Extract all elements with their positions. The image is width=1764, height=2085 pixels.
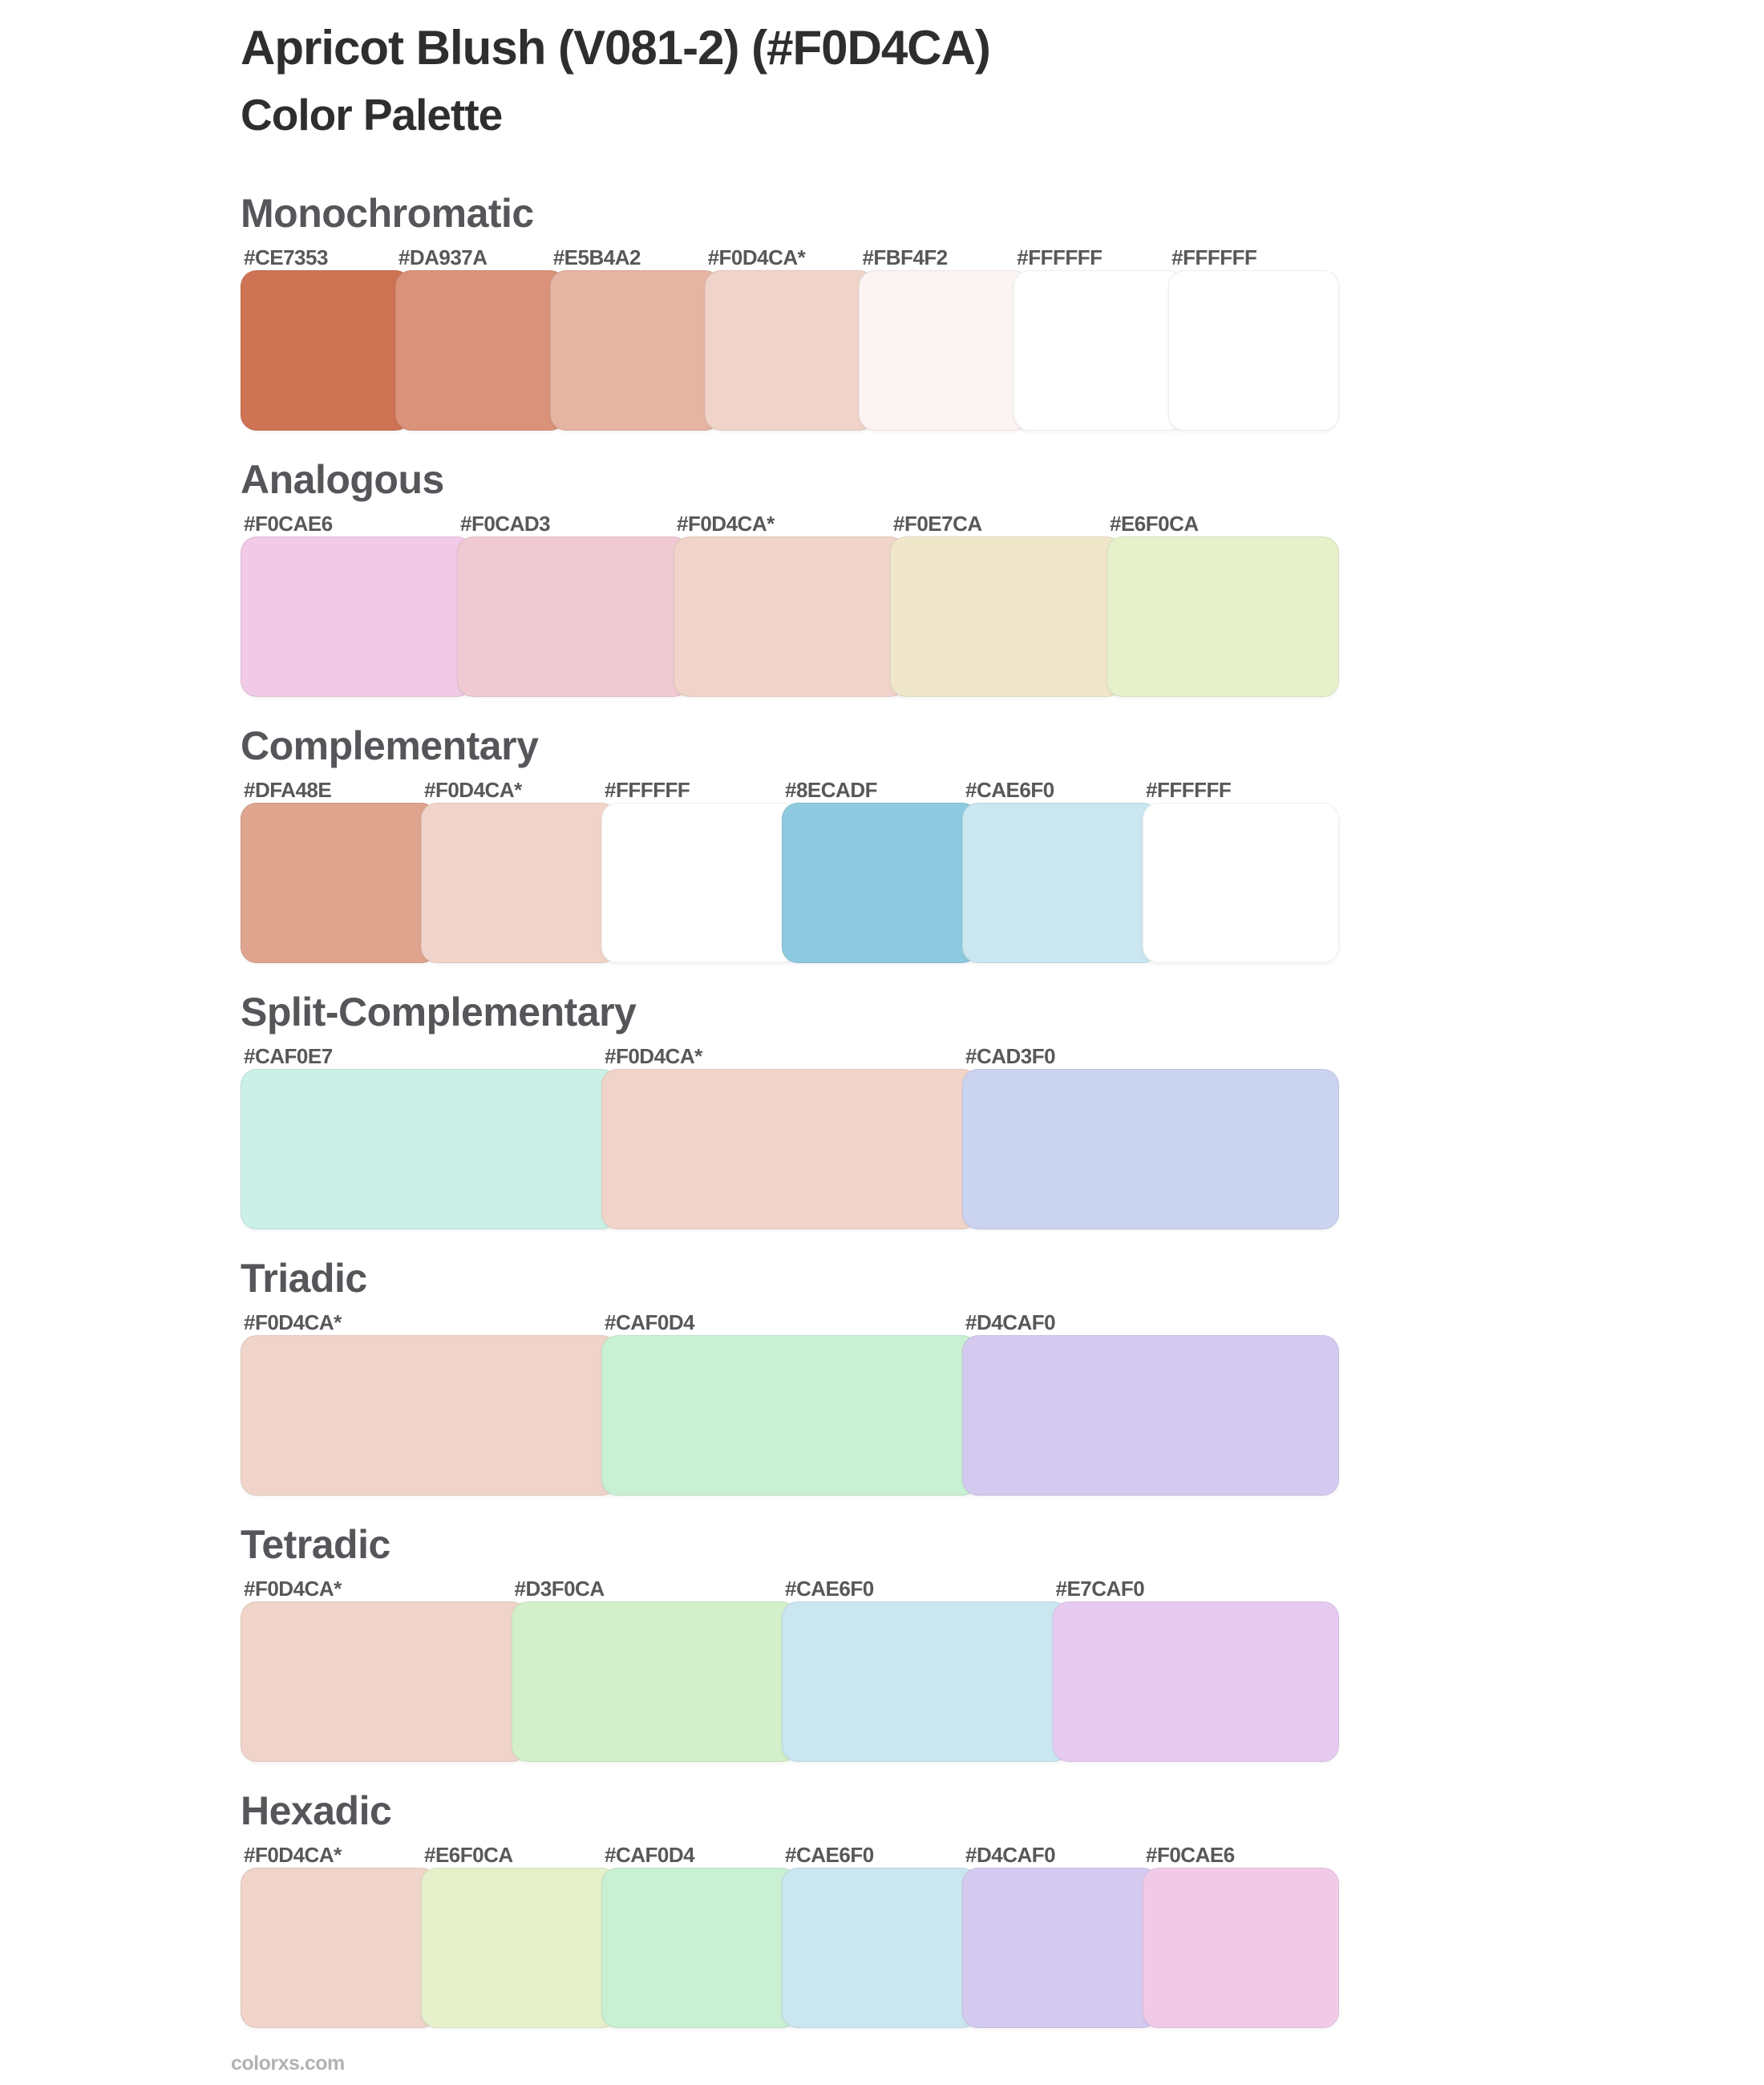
page-title: Apricot Blush (V081-2) (#F0D4CA) — [241, 21, 990, 75]
swatch-color-box[interactable] — [421, 1868, 617, 2028]
swatch-color-box[interactable] — [782, 803, 978, 963]
swatch — [601, 1043, 978, 1229]
swatch — [1168, 245, 1339, 431]
page-subtitle: Color Palette — [241, 90, 503, 140]
swatch — [241, 1842, 437, 2028]
swatch-color-box[interactable] — [890, 536, 1123, 697]
swatch — [457, 511, 690, 697]
swatch — [1143, 777, 1339, 963]
swatch — [241, 511, 473, 697]
swatch-color-box[interactable] — [1143, 1868, 1339, 2028]
swatch — [241, 245, 411, 431]
swatch-hex-label: #F0E7CA — [893, 512, 982, 536]
swatch-hex-label: #CAF0E7 — [244, 1044, 333, 1068]
swatch-color-box[interactable] — [241, 803, 437, 963]
swatch — [859, 245, 1030, 431]
swatch-hex-label: #8ECADF — [785, 778, 877, 802]
swatch — [601, 1310, 978, 1496]
swatch-hex-label: #CAD3F0 — [965, 1044, 1056, 1068]
swatch-hex-label: #F0D4CA* — [677, 512, 775, 536]
swatch-hex-label: #D4CAF0 — [965, 1310, 1056, 1334]
swatch-color-box[interactable] — [1143, 803, 1339, 963]
swatch-color-box[interactable] — [859, 270, 1030, 431]
swatch-color-box[interactable] — [241, 1069, 617, 1229]
swatch-color-box[interactable] — [241, 1601, 528, 1762]
palette-row — [241, 245, 1339, 431]
swatch-hex-label: #CAE6F0 — [965, 778, 1054, 802]
swatch-hex-label: #F0CAE6 — [1146, 1843, 1235, 1867]
swatch — [421, 1842, 617, 2028]
swatch-hex-label: #D4CAF0 — [965, 1843, 1056, 1867]
swatch-color-box[interactable] — [601, 1868, 798, 2028]
swatch-hex-label: #CAE6F0 — [785, 1577, 874, 1601]
palette-section — [241, 1524, 1339, 1762]
swatch-hex-label: #E5B4A2 — [552, 245, 641, 269]
swatch-hex-label: #DA937A — [398, 245, 488, 269]
section-title: Tetradic — [241, 1522, 390, 1567]
swatch-hex-label: #CAF0D4 — [605, 1310, 695, 1334]
swatch-hex-label: #F0D4CA* — [244, 1577, 342, 1601]
section-title: Analogous — [241, 457, 444, 502]
palette-section — [241, 193, 1339, 431]
swatch — [241, 777, 437, 963]
palette-row — [241, 1576, 1339, 1762]
section-title: Triadic — [241, 1256, 367, 1301]
palette-section — [241, 723, 1339, 963]
swatch-color-box[interactable] — [1168, 270, 1339, 431]
swatch — [550, 245, 721, 431]
swatch — [962, 1310, 1339, 1496]
palette-section — [241, 1258, 1339, 1496]
swatch — [674, 511, 906, 697]
swatch — [395, 245, 566, 431]
section-title: Split-Complementary — [241, 990, 637, 1034]
swatch — [241, 1310, 617, 1496]
swatch-color-box[interactable] — [1107, 536, 1339, 697]
swatch-color-box[interactable] — [601, 803, 798, 963]
swatch-color-box[interactable] — [782, 1601, 1069, 1762]
swatch — [962, 777, 1159, 963]
swatch-color-box[interactable] — [962, 1069, 1339, 1229]
swatch-hex-label: #D3F0CA — [514, 1577, 605, 1601]
section-title: Hexadic — [241, 1788, 392, 1833]
swatch-hex-label: #F0D4CA* — [707, 245, 806, 269]
swatch — [512, 1576, 799, 1762]
swatch-hex-label: #CAE6F0 — [785, 1843, 874, 1867]
swatch — [1013, 245, 1184, 431]
swatch — [782, 1842, 978, 2028]
palette-row — [241, 1043, 1339, 1229]
swatch — [1107, 511, 1339, 697]
swatch-color-box[interactable] — [962, 1868, 1159, 2028]
site-credit: colorxs.com — [231, 2052, 345, 2075]
palette-sections — [241, 193, 1339, 2028]
palette-row — [241, 777, 1339, 963]
swatch-hex-label: #F0CAE6 — [244, 512, 333, 536]
palette-section — [241, 1788, 1339, 2028]
swatch-hex-label: #E7CAF0 — [1055, 1577, 1145, 1601]
swatch-color-box[interactable] — [601, 1335, 978, 1496]
palette-row — [241, 511, 1339, 697]
swatch-color-box[interactable] — [962, 803, 1159, 963]
palette-row — [241, 1842, 1339, 2028]
swatch-color-box[interactable] — [962, 1335, 1339, 1496]
palette-row — [241, 1310, 1339, 1496]
swatch-hex-label: #F0CAD3 — [460, 512, 551, 536]
swatch-color-box[interactable] — [241, 1868, 437, 2028]
swatch-color-box[interactable] — [674, 536, 906, 697]
swatch-hex-label: #FFFFFF — [605, 778, 690, 802]
swatch — [421, 777, 617, 963]
swatch — [241, 1043, 617, 1229]
swatch-color-box[interactable] — [421, 803, 617, 963]
swatch-color-box[interactable] — [241, 1335, 617, 1496]
swatch-color-box[interactable] — [782, 1868, 978, 2028]
swatch-hex-label: #CAF0D4 — [605, 1843, 695, 1867]
swatch-color-box[interactable] — [457, 536, 690, 697]
swatch-color-box[interactable] — [601, 1069, 978, 1229]
swatch-hex-label: #FFFFFF — [1146, 778, 1232, 802]
section-title: Monochromatic — [241, 191, 534, 236]
swatch-hex-label: #F0D4CA* — [244, 1843, 342, 1867]
swatch — [962, 1842, 1159, 2028]
section-title: Complementary — [241, 723, 539, 768]
swatch-hex-label: #DFA48E — [244, 778, 332, 802]
swatch-color-box[interactable] — [550, 270, 721, 431]
swatch — [1053, 1576, 1340, 1762]
swatch-hex-label: #E6F0CA — [424, 1843, 513, 1867]
swatch — [962, 1043, 1339, 1229]
swatch-hex-label: #F0D4CA* — [244, 1310, 342, 1334]
palette-section — [241, 992, 1339, 1229]
swatch-color-box[interactable] — [395, 270, 566, 431]
swatch — [705, 245, 876, 431]
swatch — [782, 777, 978, 963]
swatch — [241, 1576, 528, 1762]
swatch — [601, 777, 798, 963]
swatch-hex-label: #FFFFFF — [1017, 245, 1102, 269]
swatch-color-box[interactable] — [705, 270, 876, 431]
swatch — [890, 511, 1123, 697]
swatch-hex-label: #F0D4CA* — [605, 1044, 702, 1068]
swatch-hex-label: #E6F0CA — [1110, 512, 1199, 536]
swatch — [1143, 1842, 1339, 2028]
swatch-hex-label: #FFFFFF — [1171, 245, 1257, 269]
swatch — [601, 1842, 798, 2028]
swatch-color-box[interactable] — [241, 270, 411, 431]
swatch-color-box[interactable] — [1013, 270, 1184, 431]
swatch-color-box[interactable] — [512, 1601, 799, 1762]
palette-section — [241, 457, 1339, 697]
swatch-hex-label: #CE7353 — [244, 245, 328, 269]
swatch — [782, 1576, 1069, 1762]
swatch-hex-label: #F0D4CA* — [424, 778, 522, 802]
swatch-color-box[interactable] — [1053, 1601, 1340, 1762]
swatch-hex-label: #FBF4F2 — [862, 245, 948, 269]
swatch-color-box[interactable] — [241, 536, 473, 697]
